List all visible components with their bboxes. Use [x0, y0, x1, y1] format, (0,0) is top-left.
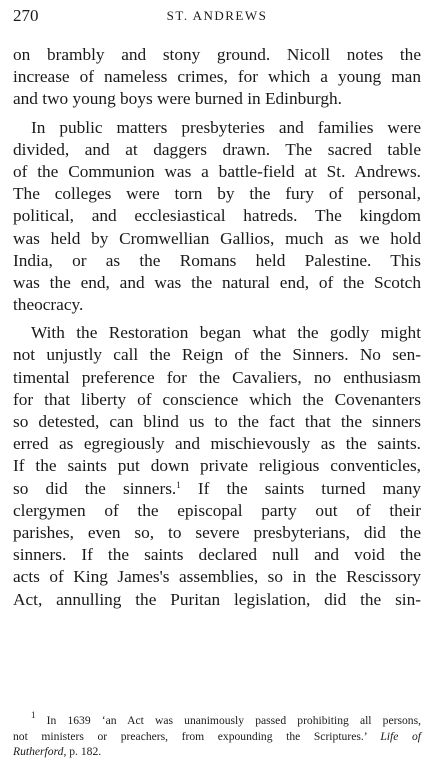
body-text [13, 44, 421, 611]
footnote-source-page: , p. 182. [63, 745, 102, 758]
text-line: India, or as the Romans held Palestine. This [13, 250, 421, 270]
text-segment: so did the sinners. [13, 478, 177, 498]
text-line: acts of King James's assemblies, so in the Rescissory [13, 567, 421, 587]
text-line: increase of nameless crimes, for which a young man [13, 67, 421, 87]
text-line: was held by Cromwellian Gallios, much as we hold [13, 228, 421, 248]
text-line: political, and ecclesiastical hatreds. The kingdom [13, 206, 421, 226]
text-line: The colleges were torn by the fury of personal, [13, 184, 421, 204]
text-line: If the saints put down private religious conventicles, [13, 456, 421, 476]
text-line: divided, and at daggers drawn. The sacred table [13, 139, 421, 159]
footnote-source-title: Rutherford [13, 745, 64, 758]
text-line: sinners. If the saints declared null and void the [13, 545, 421, 565]
text-line: timental preference for the Cavaliers, no enthusiasm [13, 367, 421, 387]
text-line: of the Communion was a battle-field at St. Andrews. [13, 161, 421, 181]
page-number: 270 [13, 6, 39, 25]
footnote [13, 710, 422, 760]
text-line: not unjustly call the Reign of the Sinners. No sen- [13, 345, 421, 365]
text-line: was the end, and was the natural end, of the Scotch [13, 272, 421, 292]
footnote-text: In 1639 ‘an Act was unanimously passed prohibiting all persons, [46, 714, 421, 727]
text-line: erred as egregiously and mischievously as the saints. [13, 434, 421, 454]
paragraph-first-line: With the Restoration began what the godly might [31, 323, 421, 343]
text-line: theocracy. [13, 295, 84, 315]
text-line: Act, annulling the Puritan legislation, did the sin- [13, 589, 421, 609]
footnote-text: not ministers or preachers, from expounding the Scriptures.’ [13, 729, 367, 743]
text-line: clergymen of the episcopal party out of their [13, 500, 421, 520]
text-segment: If the saints turned many [197, 478, 421, 498]
page-header [13, 6, 421, 28]
footnote-reference: 1 [176, 479, 181, 490]
text-line-with-footnote [13, 478, 421, 500]
footnote-line [13, 729, 421, 745]
text-line: and two young boys were burned in Edinburgh. [13, 89, 342, 109]
footnote-marker: 1 [31, 710, 36, 720]
footnote-line [13, 710, 421, 729]
running-head: ST. ANDREWS [166, 8, 268, 23]
text-line: on brambly and stony ground. Nicoll notes the [13, 45, 421, 64]
paragraph-first-line: In public matters presbyteries and families were [31, 117, 421, 137]
text-line: parishes, even so, to severe presbyterians, did the [13, 522, 421, 542]
text-line: so detested, can blind us to the fact that the sinners [13, 412, 421, 431]
text-line: for that liberty of conscience which the Covenanters [13, 389, 421, 409]
footnote-line [13, 744, 421, 760]
footnote-source-title: Life of [380, 729, 422, 743]
